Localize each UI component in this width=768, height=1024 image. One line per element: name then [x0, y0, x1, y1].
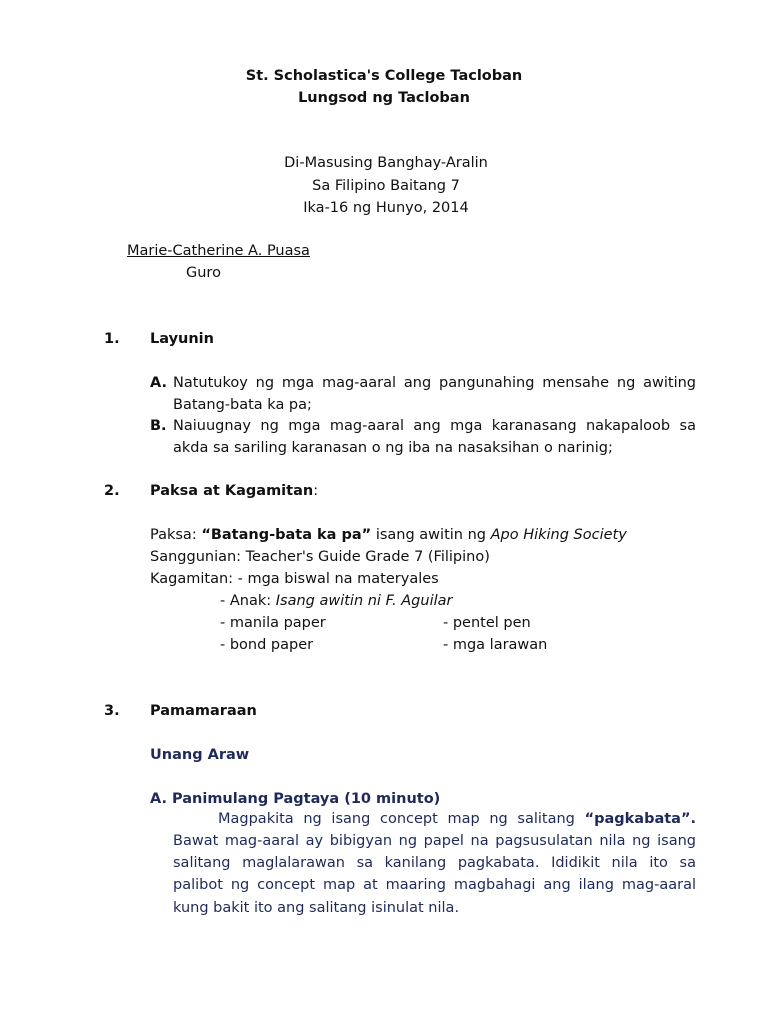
school-city: Lungsod ng Tacloban: [298, 90, 470, 106]
activity-line-2: Bawat mag-aaral ay bibigyan ng papel na pagsusulatan nila ng isang: [173, 833, 696, 849]
teacher-name: Marie-Catherine A. Puasa: [127, 243, 310, 259]
objective-b-line1: Naiuugnay ng mga mag-aaral ang mga karanasang nakapaloob sa: [173, 418, 696, 434]
plan-subject: Sa Filipino Baitang 7: [312, 178, 460, 194]
activity-keyword-end: .: [690, 811, 696, 827]
paksa-mid: isang awitin ng: [371, 527, 491, 543]
section-1-number: 1.: [104, 331, 120, 347]
plan-title: Di-Masusing Banghay-Aralin: [284, 155, 488, 171]
kagamitan-line: Kagamitan: - mga biswal na materyales: [150, 571, 439, 587]
section-2-number: 2.: [104, 483, 120, 499]
activity-line-1: [218, 811, 696, 827]
section-2-title: Paksa at Kagamitan: [150, 483, 314, 499]
section-2-heading: [150, 483, 318, 499]
objective-a-line2: Batang-bata ka pa;: [173, 397, 312, 413]
plan-date: Ika-16 ng Hunyo, 2014: [303, 200, 469, 216]
activity-line-3: salitang maglalarawan sa kanilang pagkabata. Ididikit nila ito sa: [173, 855, 696, 871]
activity-letter: A.: [150, 791, 167, 807]
objective-b-letter: B.: [150, 418, 167, 434]
activity-line-4: palibot ng concept map at maaring magbahagi ang ilang mag-aaral: [173, 877, 696, 893]
material-pentel-pen: - pentel pen: [443, 615, 531, 631]
section-1-title: Layunin: [150, 331, 214, 347]
activity-line-5: kung bakit ito ang salitang isinulat nila.: [173, 900, 460, 916]
section-3-number: 3.: [104, 703, 120, 719]
paksa-title: “Batang-bata ka pa”: [201, 527, 372, 543]
activity-line-1-text: Magpakita ng isang concept map ng salitang: [218, 811, 585, 827]
teacher-role: Guro: [186, 265, 221, 281]
day-heading: Unang Araw: [150, 747, 250, 763]
material-mga-larawan: - mga larawan: [443, 637, 548, 653]
material-manila-paper: - manila paper: [220, 615, 326, 631]
objective-b-line2: akda sa sariling karanasan o ng iba na nasaksihan o narinig;: [173, 440, 613, 456]
section-3-title: Pamamaraan: [150, 703, 257, 719]
anak-label: - Anak:: [220, 593, 276, 609]
activity-keyword: “pagkabata”: [584, 811, 691, 827]
sanggunian-line: Sanggunian: Teacher's Guide Grade 7 (Filipino): [150, 549, 490, 565]
paksa-label: Paksa:: [150, 527, 202, 543]
section-2-colon: :: [313, 483, 319, 499]
school-name: St. Scholastica's College Tacloban: [245, 68, 523, 84]
material-bond-paper: - bond paper: [220, 637, 314, 653]
activity-title: Panimulang Pagtaya (10 minuto): [172, 791, 441, 807]
paksa-artist: Apo Hiking Society: [490, 527, 627, 543]
paksa-line: [150, 527, 627, 543]
objective-a-letter: A.: [150, 375, 167, 391]
anak-desc: Isang awitin ni F. Aguilar: [275, 593, 453, 609]
objective-a-line1: Natutukoy ng mga mag-aaral ang pangunahing mensahe ng awiting: [173, 375, 696, 391]
anak-line: [220, 593, 452, 609]
